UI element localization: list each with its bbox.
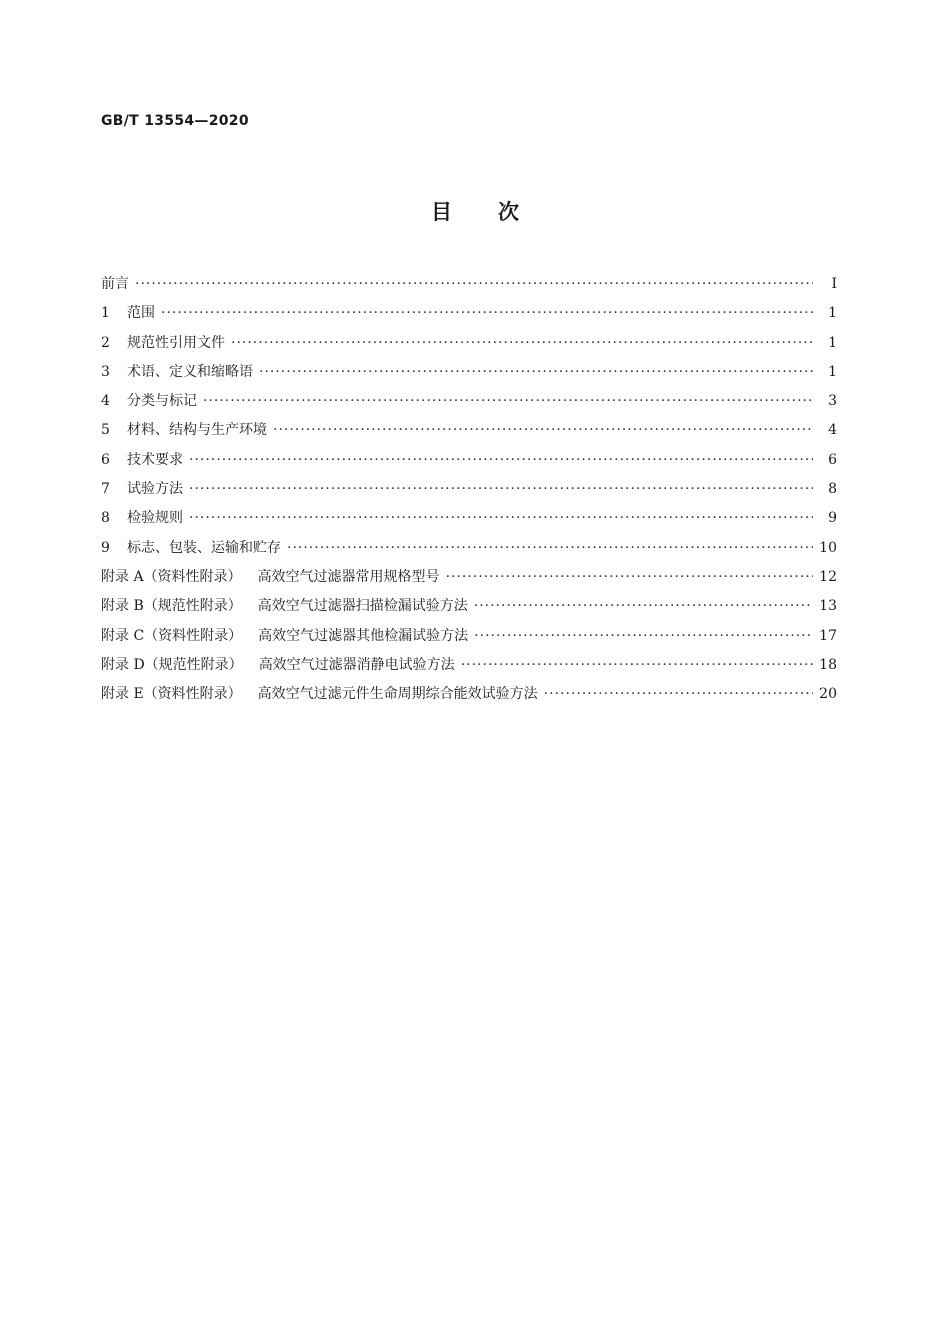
toc-appendix-b[interactable] [101, 592, 837, 621]
toc-entry-page: 1 [828, 305, 837, 322]
toc-leader-dots [259, 358, 813, 387]
toc-leader-dots [189, 504, 813, 533]
toc-entry-page: Ⅰ [831, 276, 837, 292]
toc-leader-dots [273, 416, 813, 445]
toc-entry-4[interactable] [101, 387, 837, 416]
toc-entry-label: 检验规则 [127, 510, 183, 527]
toc-leader-dots [287, 534, 813, 563]
toc-entry-label: 术语、定义和缩略语 [127, 363, 253, 380]
toc-entry-5[interactable] [101, 416, 837, 445]
toc-entry-label: 规范性引用文件 [127, 334, 225, 351]
toc-entry-2[interactable] [101, 329, 837, 358]
toc-entry-number: 6 [101, 451, 110, 468]
toc-appendix-label: 高效空气过滤器扫描检漏试验方法 [257, 598, 468, 615]
toc-leader-dots [203, 387, 813, 416]
toc-appendix-prefix: 附录 D（规范性附录） [101, 656, 243, 673]
toc-leader-dots [544, 680, 813, 709]
toc-leader-dots [135, 270, 813, 299]
toc-appendix-label: 高效空气过滤器其他检漏试验方法 [258, 627, 469, 644]
toc-entry-number: 3 [101, 363, 110, 380]
toc-entry-number: 4 [101, 393, 110, 410]
toc-entry-number: 9 [101, 539, 110, 556]
toc-entry-6[interactable] [101, 446, 837, 475]
toc-appendix-prefix: 附录 E（资料性附录） [101, 686, 242, 703]
toc-entry-1[interactable] [101, 299, 837, 328]
table-of-contents [101, 270, 837, 709]
toc-entry-label: 标志、包装、运输和贮存 [127, 539, 281, 556]
toc-entry-page: 12 [819, 568, 837, 585]
toc-entry-page: 1 [828, 363, 837, 380]
toc-entry-page: 13 [819, 598, 837, 615]
toc-entry-7[interactable] [101, 475, 837, 504]
toc-entry-page: 1 [828, 334, 837, 351]
toc-leader-dots [446, 563, 813, 592]
toc-entry-page: 10 [819, 539, 837, 556]
toc-entry-label: 分类与标记 [127, 393, 197, 410]
toc-entry-page: 3 [828, 393, 837, 410]
toc-entry-3[interactable] [101, 358, 837, 387]
toc-appendix-label: 高效空气过滤器消静电试验方法 [258, 656, 455, 673]
toc-leader-dots [231, 329, 813, 358]
toc-appendix-label: 高效空气过滤元件生命周期综合能效试验方法 [257, 686, 538, 703]
toc-entry-label: 试验方法 [127, 481, 183, 498]
toc-appendix-prefix: 附录 B（规范性附录） [101, 598, 242, 615]
toc-leader-dots [189, 475, 813, 504]
toc-title: 目次 [431, 200, 565, 224]
document-code: GB/T 13554—2020 [101, 113, 249, 129]
toc-leader-dots [161, 299, 813, 328]
toc-entry-foreword[interactable] [101, 270, 837, 299]
toc-entry-number: 5 [101, 422, 110, 439]
toc-entry-page: 18 [819, 656, 837, 673]
toc-entry-page: 8 [828, 481, 837, 498]
toc-leader-dots [474, 592, 813, 621]
toc-entry-number: 2 [101, 334, 110, 351]
toc-entry-number: 8 [101, 510, 110, 527]
toc-entry-page: 17 [819, 627, 837, 644]
toc-appendix-prefix: 附录 C（资料性附录） [101, 627, 243, 644]
toc-entry-page: 9 [828, 510, 837, 527]
toc-leader-dots [189, 446, 813, 475]
toc-leader-dots [474, 622, 813, 651]
toc-entry-label: 范围 [127, 305, 155, 322]
toc-entry-label: 材料、结构与生产环境 [127, 422, 267, 439]
toc-leader-dots [461, 651, 813, 680]
toc-entry-page: 6 [828, 451, 837, 468]
toc-appendix-c[interactable] [101, 622, 837, 651]
toc-entry-label: 前言 [101, 276, 129, 292]
toc-entry-label: 技术要求 [127, 451, 183, 468]
toc-appendix-prefix: 附录 A（资料性附录） [101, 568, 242, 585]
toc-appendix-label: 高效空气过滤器常用规格型号 [257, 568, 440, 585]
toc-appendix-d[interactable] [101, 651, 837, 680]
toc-appendix-e[interactable] [101, 680, 837, 709]
toc-entry-9[interactable] [101, 534, 837, 563]
toc-entry-number: 7 [101, 481, 110, 498]
toc-entry-number: 1 [101, 305, 110, 322]
toc-appendix-a[interactable] [101, 563, 837, 592]
toc-entry-page: 20 [819, 686, 837, 703]
toc-entry-8[interactable] [101, 504, 837, 533]
toc-entry-page: 4 [828, 422, 837, 439]
